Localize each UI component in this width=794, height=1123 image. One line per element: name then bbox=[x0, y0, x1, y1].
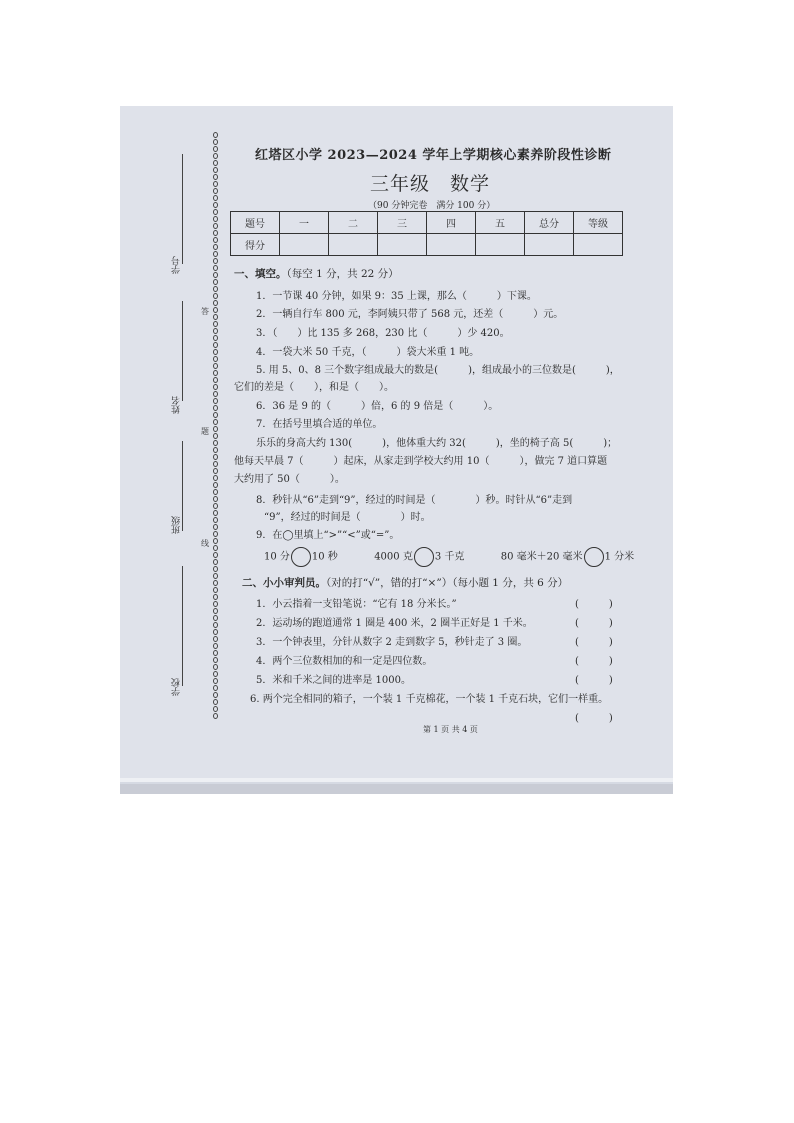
binding-dot bbox=[213, 265, 218, 271]
question-1-1: 1．一节课 40 分钟，如果 9：35 上课，那么（ ）下课。 bbox=[256, 291, 537, 302]
binding-dot bbox=[213, 300, 218, 306]
binding-dot bbox=[213, 405, 218, 411]
binding-dot bbox=[213, 370, 218, 376]
binding-dot bbox=[213, 468, 218, 474]
binding-dot bbox=[213, 671, 218, 677]
score-header-cell: 等级 bbox=[574, 212, 623, 234]
question-1-8: 8．秒针从“6”走到“9”，经过的时间是（ ）秒。时针从“6”走到 bbox=[256, 495, 573, 506]
paper-edge bbox=[120, 778, 673, 782]
section2-title: 二、小小审判员。 bbox=[242, 577, 326, 589]
dotted-word-question: 题 bbox=[198, 426, 212, 437]
binding-dot bbox=[213, 328, 218, 334]
section1-title: 一、填空。 bbox=[234, 268, 287, 280]
school-line bbox=[182, 566, 183, 686]
binding-dot bbox=[213, 454, 218, 460]
binding-dot bbox=[213, 524, 218, 530]
answer-paren-1[interactable]: ( ) bbox=[575, 599, 613, 610]
score-header-cell: 四 bbox=[427, 212, 476, 234]
binding-dot bbox=[213, 636, 218, 642]
compare-c-right: 1 分米 bbox=[604, 551, 635, 563]
question-1-5-cont: 它们的差是（ ），和是（ ）。 bbox=[234, 382, 394, 393]
binding-dot bbox=[213, 342, 218, 348]
binding-dot bbox=[213, 244, 218, 250]
student-id-label: 学号 bbox=[172, 256, 182, 274]
binding-dot bbox=[213, 538, 218, 544]
binding-dot bbox=[213, 139, 218, 145]
question-1-6: 6．36 是 9 的（ ）倍，6 的 9 倍是（ ）。 bbox=[256, 401, 499, 412]
binding-dot bbox=[213, 181, 218, 187]
compare-b-left: 4000 克 bbox=[374, 551, 413, 563]
answer-paren-4[interactable]: ( ) bbox=[575, 656, 613, 667]
binding-dot bbox=[213, 566, 218, 572]
score-table-header-row bbox=[231, 212, 623, 234]
binding-dot bbox=[213, 356, 218, 362]
binding-dot bbox=[213, 713, 218, 719]
question-1-8-cont: “9”，经过的时间是（ ）时。 bbox=[264, 512, 431, 523]
scanned-exam-photo bbox=[120, 106, 673, 794]
answer-paren-6[interactable]: ( ) bbox=[575, 713, 613, 724]
binding-dot bbox=[213, 293, 218, 299]
binding-dot bbox=[213, 615, 218, 621]
score-cell[interactable] bbox=[427, 234, 476, 256]
binding-dot bbox=[213, 594, 218, 600]
binding-dot bbox=[213, 314, 218, 320]
compare-a-left: 10 分 bbox=[264, 551, 290, 563]
answer-paren-2[interactable]: ( ) bbox=[575, 618, 613, 629]
binding-dot bbox=[213, 237, 218, 243]
binding-dot bbox=[213, 706, 218, 712]
score-table-score-row bbox=[231, 234, 623, 256]
dotted-word-answer: 答 bbox=[198, 306, 212, 317]
binding-dot bbox=[213, 230, 218, 236]
question-2-6: 6. 两个完全相同的箱子，一个装 1 千克棉花，一个装 1 千克石块，它们一样重。 bbox=[250, 694, 609, 705]
binding-dot bbox=[213, 699, 218, 705]
binding-dot bbox=[213, 482, 218, 488]
binding-dot bbox=[213, 426, 218, 432]
question-2-3: 3．一个钟表里，分针从数字 2 走到数字 5，秒针走了 3 圈。 bbox=[256, 637, 528, 648]
binding-dot bbox=[213, 664, 218, 670]
binding-dot bbox=[213, 622, 218, 628]
question-2-5: 5．米和千米之间的进率是 1000。 bbox=[256, 675, 411, 686]
answer-paren-5[interactable]: ( ) bbox=[575, 675, 613, 686]
score-header-cell: 三 bbox=[378, 212, 427, 234]
question-1-4: 4．一袋大米 50 千克，（ ）袋大米重 1 吨。 bbox=[256, 347, 480, 358]
binding-dot bbox=[213, 349, 218, 355]
binding-dot bbox=[213, 167, 218, 173]
question-2-1: 1．小云指着一支铅笔说：“它有 18 分米长。” bbox=[256, 599, 457, 610]
binding-dot bbox=[213, 685, 218, 691]
section1-note: （每空 1 分，共 22 分） bbox=[286, 268, 399, 280]
binding-dot bbox=[213, 643, 218, 649]
binding-dot bbox=[213, 475, 218, 481]
score-cell[interactable] bbox=[525, 234, 574, 256]
binding-dot bbox=[213, 678, 218, 684]
binding-dot bbox=[213, 496, 218, 502]
binding-dot bbox=[213, 251, 218, 257]
score-header-cell: 二 bbox=[329, 212, 378, 234]
binding-dot bbox=[213, 307, 218, 313]
name-line bbox=[182, 301, 183, 401]
compare-row bbox=[264, 547, 634, 567]
score-table bbox=[230, 211, 623, 256]
binding-dot bbox=[213, 531, 218, 537]
question-1-5: 5. 用 5、0、8 三个数字组成最大的数是( )，组成最小的三位数是( )， bbox=[256, 365, 620, 376]
binding-dot bbox=[213, 363, 218, 369]
binding-dot bbox=[213, 377, 218, 383]
binding-dot bbox=[213, 587, 218, 593]
binding-dot bbox=[213, 657, 218, 663]
binding-dot bbox=[213, 461, 218, 467]
paper-stack-edge bbox=[120, 784, 673, 794]
binding-dot bbox=[213, 629, 218, 635]
school-exam-title: 红塔区小学 2023—2024 学年上学期核心素养阶段性诊断 bbox=[255, 148, 612, 163]
score-cell[interactable] bbox=[574, 234, 623, 256]
class-label: 班级 bbox=[172, 516, 182, 534]
score-header-cell: 题号 bbox=[231, 212, 280, 234]
binding-dot bbox=[213, 272, 218, 278]
binding-dot bbox=[213, 433, 218, 439]
binding-dot bbox=[213, 545, 218, 551]
compare-circle-a[interactable] bbox=[291, 547, 311, 567]
binding-dot bbox=[213, 391, 218, 397]
question-1-7-a: 乐乐的身高大约 130( )，他体重大约 32( )，坐的椅子高 5( )； bbox=[256, 438, 618, 449]
class-line bbox=[182, 441, 183, 531]
binding-dot bbox=[213, 160, 218, 166]
section2-note: （对的打“√”，错的打“×”）（每小题 1 分，共 6 分） bbox=[326, 577, 569, 589]
binding-dot bbox=[213, 202, 218, 208]
compare-c-left: 80 毫米＋20 毫米 bbox=[500, 551, 583, 563]
compare-a-right: 10 秒 bbox=[311, 551, 338, 563]
binding-dot bbox=[213, 412, 218, 418]
binding-dot bbox=[213, 580, 218, 586]
binding-dot bbox=[213, 279, 218, 285]
binding-dot bbox=[213, 153, 218, 159]
dotted-word-line: 线 bbox=[198, 538, 212, 549]
score-cell[interactable] bbox=[280, 234, 329, 256]
binding-dot bbox=[213, 216, 218, 222]
score-row-label: 得分 bbox=[231, 234, 280, 256]
binding-dot bbox=[213, 258, 218, 264]
binding-dot bbox=[213, 146, 218, 152]
question-1-2: 2．一辆自行车 800 元，李阿姨只带了 568 元，还差（ ）元。 bbox=[256, 309, 564, 320]
exam-subtitle: （90 分钟完卷 满分 100 分） bbox=[368, 201, 496, 211]
binding-dot bbox=[213, 286, 218, 292]
exam-paper bbox=[120, 106, 673, 778]
binding-dot bbox=[213, 195, 218, 201]
compare-circle-b[interactable] bbox=[414, 547, 434, 567]
question-2-2: 2．运动场的跑道通常 1 圈是 400 米，2 圈半正好是 1 千米。 bbox=[256, 618, 533, 629]
dotted-binding-line bbox=[213, 132, 221, 726]
section1-heading bbox=[234, 266, 399, 281]
binding-dot bbox=[213, 321, 218, 327]
question-1-9: 9．在◯里填上“>”“<”或“=”。 bbox=[256, 530, 400, 541]
answer-paren-3[interactable]: ( ) bbox=[575, 637, 613, 648]
name-label: 姓名 bbox=[172, 396, 182, 414]
question-1-7-c: 大约用了 50（ ）。 bbox=[234, 474, 345, 485]
question-1-7: 7．在括号里填合适的单位。 bbox=[256, 419, 383, 430]
binding-dot bbox=[213, 608, 218, 614]
page-footer: 第 1 页 共 4 页 bbox=[423, 725, 478, 734]
binding-dot bbox=[213, 447, 218, 453]
binding-dot bbox=[213, 573, 218, 579]
binding-dot bbox=[213, 188, 218, 194]
binding-dot bbox=[213, 503, 218, 509]
score-header-cell: 总分 bbox=[525, 212, 574, 234]
binding-dot bbox=[213, 440, 218, 446]
score-cell[interactable] bbox=[476, 234, 525, 256]
binding-dot bbox=[213, 398, 218, 404]
binding-dot bbox=[213, 517, 218, 523]
binding-dot bbox=[213, 132, 218, 138]
binding-dot bbox=[213, 223, 218, 229]
question-1-7-b: 他每天早晨 7（ ）起床，从家走到学校大约用 10（ ），做完 7 道口算题 bbox=[234, 456, 608, 467]
binding-dot bbox=[213, 650, 218, 656]
page-title: 三年级 数学 bbox=[370, 173, 491, 195]
student-id-line bbox=[182, 154, 183, 264]
compare-b-right: 3 千克 bbox=[434, 551, 465, 563]
binding-dot bbox=[213, 601, 218, 607]
binding-dot bbox=[213, 510, 218, 516]
binding-dot bbox=[213, 174, 218, 180]
binding-dot bbox=[213, 419, 218, 425]
question-1-3: 3．（ ）比 135 多 268，230 比（ ）少 420。 bbox=[256, 328, 510, 339]
question-2-4: 4．两个三位数相加的和一定是四位数。 bbox=[256, 656, 433, 667]
binding-dot bbox=[213, 384, 218, 390]
binding-dot bbox=[213, 209, 218, 215]
binding-dot bbox=[213, 692, 218, 698]
school-label: 学校 bbox=[172, 678, 182, 696]
binding-dot bbox=[213, 489, 218, 495]
section2-heading bbox=[242, 575, 568, 590]
score-cell[interactable] bbox=[378, 234, 427, 256]
score-header-cell: 五 bbox=[476, 212, 525, 234]
score-header-cell: 一 bbox=[280, 212, 329, 234]
binding-dot bbox=[213, 559, 218, 565]
binding-dot bbox=[213, 552, 218, 558]
score-cell[interactable] bbox=[329, 234, 378, 256]
binding-dot bbox=[213, 335, 218, 341]
compare-circle-c[interactable] bbox=[584, 547, 604, 567]
